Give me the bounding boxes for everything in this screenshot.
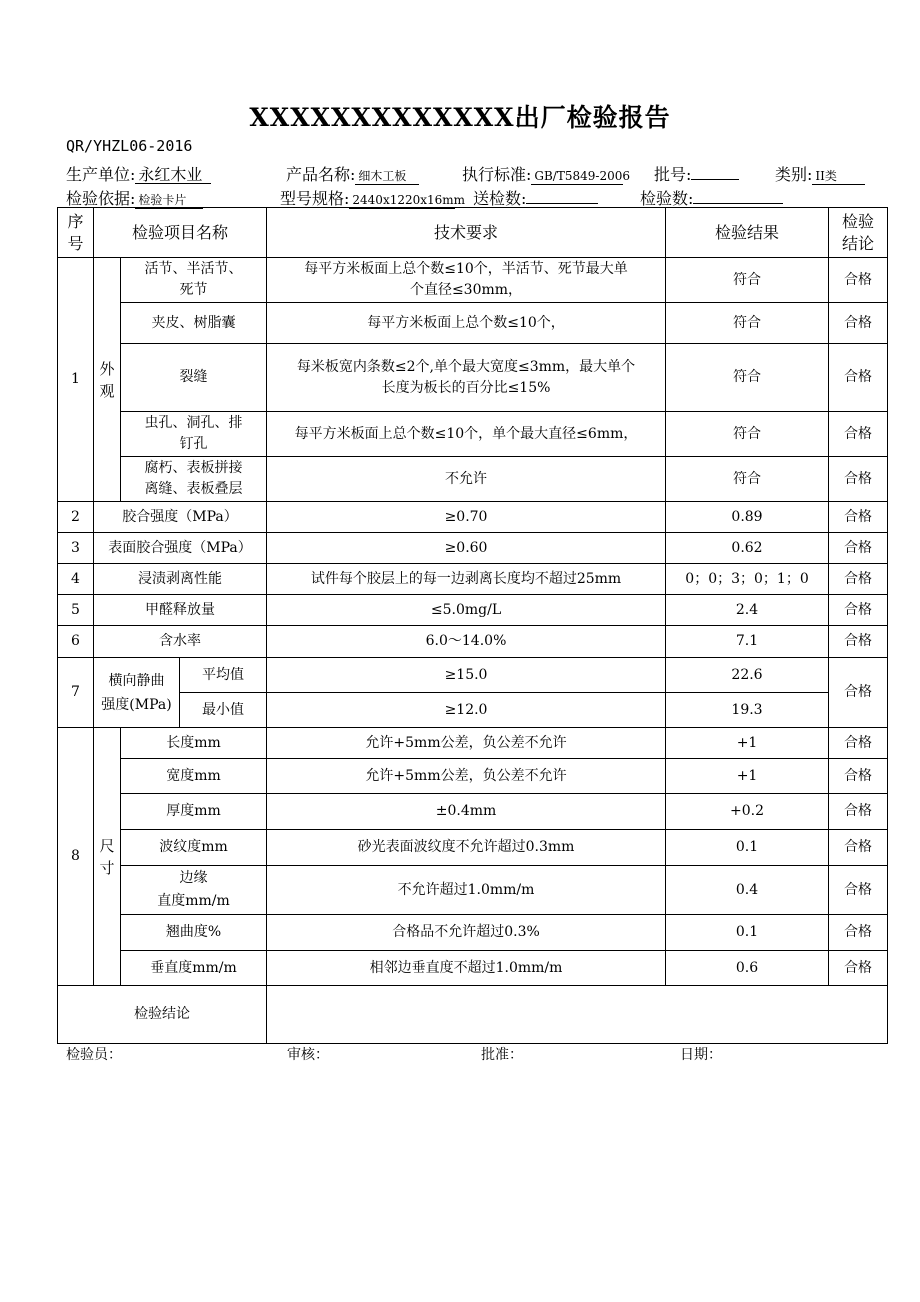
result: 0.1	[666, 830, 829, 866]
table-row	[58, 595, 888, 626]
conclusion: 合格	[829, 915, 888, 951]
table-header-row	[58, 208, 888, 258]
model-spec-label: 型号规格:	[280, 189, 350, 208]
batch-number	[654, 162, 739, 185]
item-name: 含水率	[94, 626, 267, 658]
table-row	[58, 502, 888, 533]
result: 0.1	[666, 915, 829, 951]
requirement: 允许+5mm公差，负公差不允许	[267, 759, 666, 794]
inspect-count-blank	[693, 187, 783, 204]
item-name: 厚度mm	[121, 794, 267, 830]
requirement: ±0.4mm	[267, 794, 666, 830]
table-row	[58, 830, 888, 866]
conclusion: 合格	[829, 830, 888, 866]
item-name: 裂缝	[121, 344, 267, 412]
requirement: 每平方米板面上总个数≤10个，	[267, 303, 666, 344]
result: +1	[666, 759, 829, 794]
result: +0.2	[666, 794, 829, 830]
conclusion: 合格	[829, 412, 888, 457]
item-name: 波纹度mm	[121, 830, 267, 866]
model-spec	[280, 186, 466, 209]
production-unit-label: 生产单位:	[66, 165, 136, 184]
footer-approver: 批准：	[481, 1047, 523, 1063]
result: 0.4	[666, 866, 829, 915]
standard	[462, 162, 630, 185]
result: 7.1	[666, 626, 829, 658]
requirement: 不允许超过1.0mm/m	[267, 866, 666, 915]
row-number: 1	[58, 258, 94, 502]
result: 0.89	[666, 502, 829, 533]
inspection-basis	[66, 186, 203, 209]
product-name-label: 产品名称:	[286, 165, 356, 184]
conclusion: 合格	[829, 866, 888, 915]
item-name: 宽度mm	[121, 759, 267, 794]
document-number: QR/YHZL06-2016	[66, 137, 193, 155]
product-name-value: 细木工板	[355, 168, 419, 185]
final-conclusion-value	[267, 986, 888, 1044]
sent-count	[473, 186, 598, 209]
conclusion: 合格	[829, 626, 888, 658]
production-unit	[66, 162, 211, 185]
conclusion: 合格	[829, 595, 888, 626]
category	[775, 162, 865, 185]
footer-inspector: 检验员：	[66, 1047, 122, 1063]
item-name: 表面胶合强度（MPa）	[94, 533, 267, 564]
requirement: ≥12.0	[267, 693, 666, 728]
item-name: 长度mm	[121, 728, 267, 759]
requirement: 不允许	[267, 457, 666, 502]
conclusion: 合格	[829, 951, 888, 986]
requirement: ≥0.60	[267, 533, 666, 564]
category-label: 类别:	[775, 165, 813, 184]
table-row	[58, 533, 888, 564]
group-label-appearance: 外 观	[94, 258, 121, 502]
item-name: 最小值	[180, 693, 267, 728]
item-name: 垂直度mm/m	[121, 951, 267, 986]
footer-date: 日期：	[680, 1047, 722, 1063]
item-name: 边缘 直度mm/m	[121, 866, 267, 915]
col-result-header: 检验结果	[666, 208, 829, 258]
result: 22.6	[666, 658, 829, 693]
table-row	[58, 693, 888, 728]
inspect-count	[640, 186, 783, 209]
model-spec-value: 2440x1220x16mm	[349, 192, 455, 209]
table-row	[58, 412, 888, 457]
report-title: XXXXXXXXXXXXX出厂检验报告	[249, 103, 671, 132]
conclusion: 合格	[829, 658, 888, 728]
item-name: 胶合强度（MPa）	[94, 502, 267, 533]
table-row	[58, 564, 888, 595]
inspect-count-label: 检验数:	[640, 189, 694, 208]
item-name: 夹皮、树脂囊	[121, 303, 267, 344]
row-number: 7	[58, 658, 94, 728]
requirement: 每平方米板面上总个数≤10个，单个最大直径≤6mm，	[267, 412, 666, 457]
requirement: 试件每个胶层上的每一边剥离长度均不超过25mm	[267, 564, 666, 595]
standard-label: 执行标准:	[462, 165, 532, 184]
conclusion: 合格	[829, 533, 888, 564]
item-name: 腐朽、表板拼接 离缝、表板叠层	[121, 457, 267, 502]
result: +1	[666, 728, 829, 759]
result: 符合	[666, 344, 829, 412]
result: 19.3	[666, 693, 829, 728]
group-label-size: 尺 寸	[94, 728, 121, 986]
sent-count-label: 送检数:	[473, 189, 527, 208]
conclusion: 合格	[829, 457, 888, 502]
row-number: 2	[58, 502, 94, 533]
result: 2.4	[666, 595, 829, 626]
col-conclusion-header: 检验 结论	[829, 208, 888, 258]
item-name: 平均值	[180, 658, 267, 693]
requirement: ≤5.0mg/L	[267, 595, 666, 626]
table-row	[58, 728, 888, 759]
product-name	[286, 162, 419, 185]
row-number: 3	[58, 533, 94, 564]
table-row	[58, 344, 888, 412]
item-name: 翘曲度%	[121, 915, 267, 951]
conclusion: 合格	[829, 344, 888, 412]
conclusion: 合格	[829, 258, 888, 303]
standard-value: GB/T5849-2006	[531, 168, 623, 185]
inspection-basis-value: 检验卡片	[135, 192, 203, 209]
table-row	[58, 915, 888, 951]
table-row	[58, 951, 888, 986]
table-row	[58, 794, 888, 830]
table-row	[58, 626, 888, 658]
table-row	[58, 759, 888, 794]
table-row	[58, 658, 888, 693]
footer-reviewer: 审核：	[287, 1047, 329, 1063]
result: 0.62	[666, 533, 829, 564]
item-name: 虫孔、洞孔、排 钉孔	[121, 412, 267, 457]
table-row	[58, 866, 888, 915]
requirement: 6.0～14.0%	[267, 626, 666, 658]
inspection-basis-label: 检验依据:	[66, 189, 136, 208]
col-no-header: 序 号	[58, 208, 94, 258]
conclusion: 合格	[829, 794, 888, 830]
item-name: 甲醛释放量	[94, 595, 267, 626]
col-requirement-header: 技术要求	[267, 208, 666, 258]
table-row	[58, 457, 888, 502]
row-number: 5	[58, 595, 94, 626]
production-unit-value: 永红木业	[135, 167, 211, 184]
requirement: 合格品不允许超过0.3%	[267, 915, 666, 951]
requirement: ≥15.0	[267, 658, 666, 693]
requirement: ≥0.70	[267, 502, 666, 533]
conclusion: 合格	[829, 502, 888, 533]
item-name: 浸渍剥离性能	[94, 564, 267, 595]
group-label-strength: 横向静曲 强度(MPa)	[94, 658, 180, 728]
inspection-table	[57, 207, 888, 1044]
final-conclusion-label: 检验结论	[58, 986, 267, 1044]
row-number: 8	[58, 728, 94, 986]
result: 符合	[666, 258, 829, 303]
conclusion: 合格	[829, 564, 888, 595]
result: 0；0；3；0；1；0	[666, 564, 829, 595]
requirement: 砂光表面波纹度不允许超过0.3mm	[267, 830, 666, 866]
row-number: 6	[58, 626, 94, 658]
col-item-header: 检验项目名称	[94, 208, 267, 258]
conclusion: 合格	[829, 303, 888, 344]
table-row	[58, 258, 888, 303]
table-row	[58, 303, 888, 344]
batch-value-blank	[691, 163, 739, 180]
result: 0.6	[666, 951, 829, 986]
requirement: 每米板宽内条数≤2个,单个最大宽度≤3mm，最大单个 长度为板长的百分比≤15%	[267, 344, 666, 412]
category-value: II类	[812, 168, 865, 185]
sent-count-blank	[526, 187, 598, 204]
requirement: 相邻边垂直度不超过1.0mm/m	[267, 951, 666, 986]
result: 符合	[666, 303, 829, 344]
item-name: 活节、半活节、 死节	[121, 258, 267, 303]
result: 符合	[666, 412, 829, 457]
conclusion: 合格	[829, 759, 888, 794]
row-number: 4	[58, 564, 94, 595]
conclusion: 合格	[829, 728, 888, 759]
final-conclusion-row	[58, 986, 888, 1044]
requirement: 每平方米板面上总个数≤10个，半活节、死节最大单 个直径≤30mm，	[267, 258, 666, 303]
requirement: 允许+5mm公差，负公差不允许	[267, 728, 666, 759]
result: 符合	[666, 457, 829, 502]
batch-label: 批号:	[654, 165, 692, 184]
